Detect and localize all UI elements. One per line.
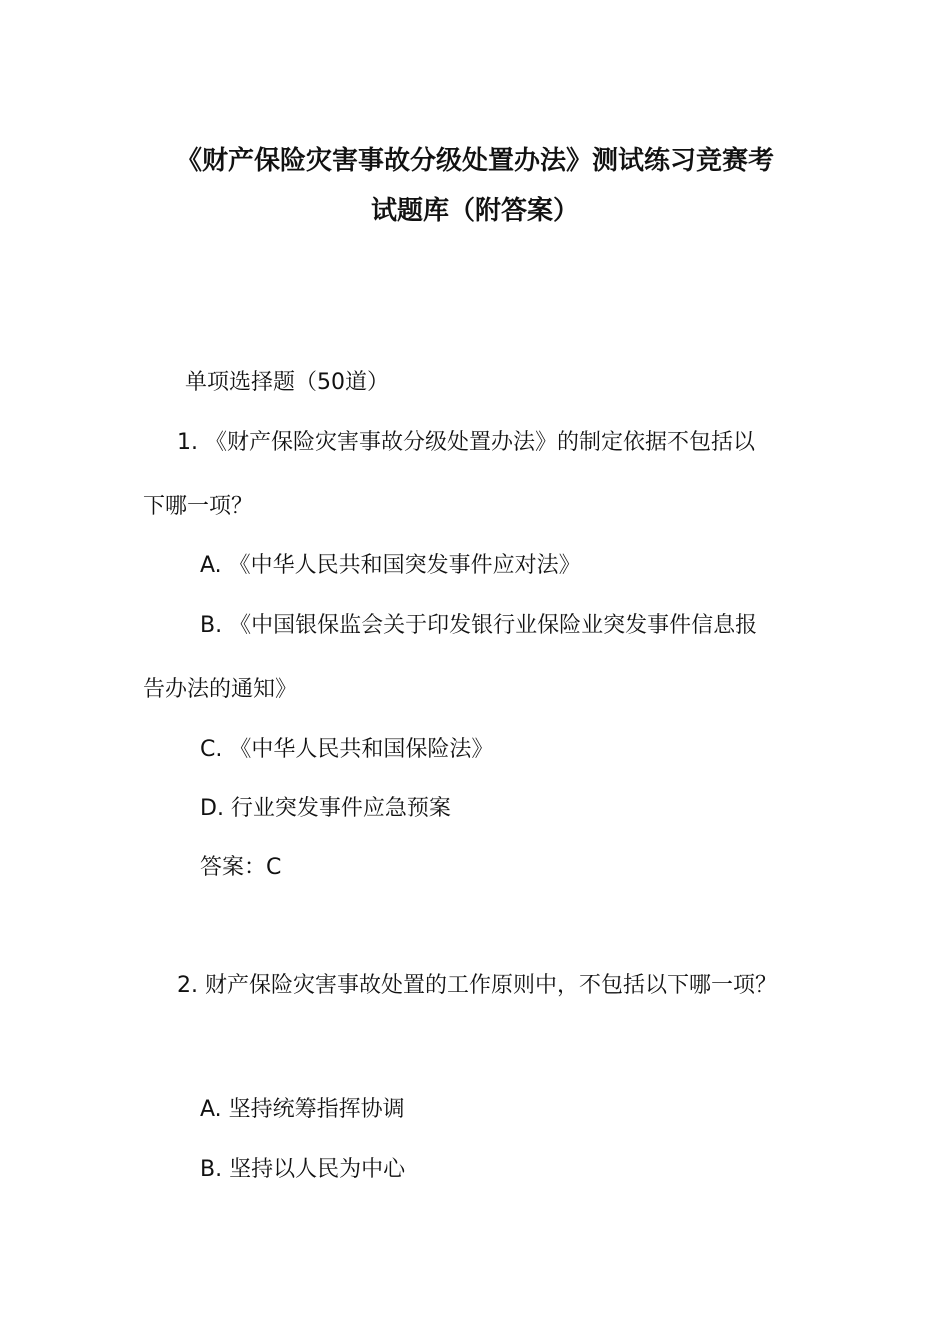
question-1-stem-line-1: 1. 《财产保险灾害事故分级处置办法》的制定依据不包括以 (177, 430, 755, 455)
question-2-option-b: B. 坚持以人民为中心 (200, 1157, 406, 1182)
document-title-line-1: 《财产保险灾害事故分级处置办法》测试练习竞赛考 (175, 146, 774, 176)
question-1-stem-line-2: 下哪一项？ (143, 494, 254, 519)
question-2-option-a: A. 坚持统筹指挥协调 (200, 1097, 405, 1122)
question-1-option-c: C. 《中华人民共和国保险法》 (200, 737, 494, 762)
question-1-option-a: A. 《中华人民共和国突发事件应对法》 (200, 553, 581, 578)
document-title-line-2: 试题库（附答案） (370, 196, 579, 226)
section-heading: 单项选择题（50道） (185, 370, 389, 395)
question-1-option-b-line-2: 告办法的通知》 (143, 677, 298, 702)
question-1-answer: 答案：C (200, 855, 282, 880)
question-1-option-d: D. 行业突发事件应急预案 (200, 796, 451, 821)
question-1-option-b-line-1: B. 《中国银保监会关于印发银行业保险业突发事件信息报 (200, 613, 758, 638)
question-2-stem: 2. 财产保险灾害事故处置的工作原则中，不包括以下哪一项？ (177, 973, 777, 998)
